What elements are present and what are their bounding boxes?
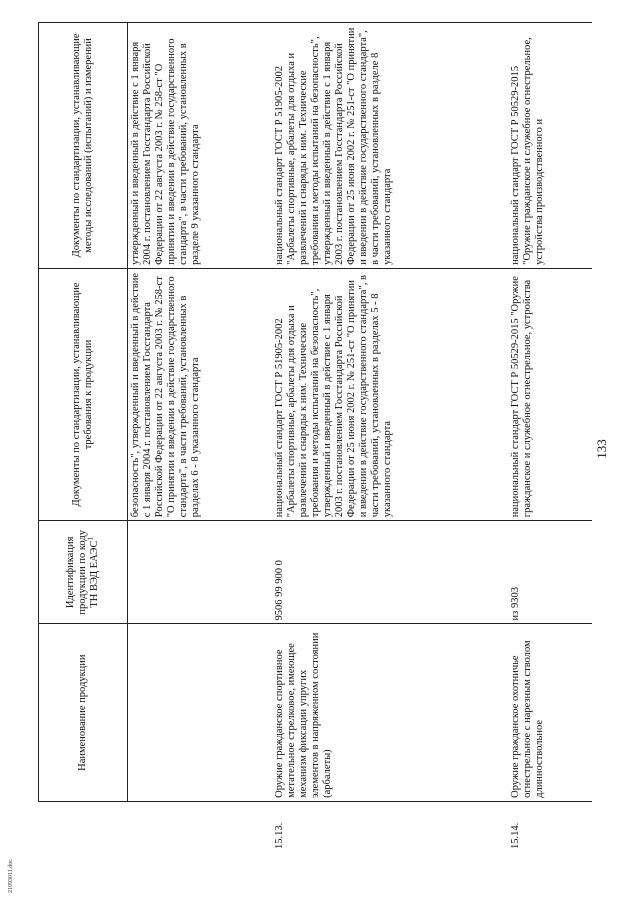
requirements-docs: безопасность", утвержденный и введенный в действие с 1 января 2004 г. постановлением Госстандарта Российской Федерации от 22 августа 2003 г. № 258-ст "О принятии и введении в действие государственного стандарта", в части требований, установленных в разделах 6 - 8 указанного стандарта bbox=[128, 268, 273, 520]
row-number: 15.13. bbox=[274, 822, 285, 849]
product-name: Оружие гражданское охотничье огнестрельное с нарезным стволом длинноствольное bbox=[508, 624, 592, 801]
header-requirements-docs: Документы по стандартизации, устанавливающие требования к продукции bbox=[39, 268, 128, 520]
tnved-code: 9506 99 900 0 bbox=[272, 521, 508, 624]
row-number bbox=[128, 801, 273, 852]
header-number bbox=[39, 801, 128, 852]
header-methods-docs: Документы по стандартизации, устанавливающие методы исследований (испытаний) и измерений bbox=[39, 23, 128, 269]
header-tnved-code: Идентификация продукции по коду ТН ВЭД ЕАЭС$^1$ bbox=[39, 521, 128, 624]
requirements-docs: национальный стандарт ГОСТ Р 51905-2002 "Арбалеты спортивные, арбалеты для отдыха и развлечений и снаряды к ним. Технические требования и методы испытаний на безопасность", утвержденный и введенный в действие с 1 января 2003 г. постановлением Госстандарта Российской Федерации от 25 июня 2002 г. № 251-ст "О принятии и введении в действие государственного стандарта", в части требований, установленных в разделах 5 - 8 указанного стандарта bbox=[272, 268, 508, 520]
methods-docs: национальный стандарт ГОСТ Р 51905-2002 "Арбалеты спортивные, арбалеты для отдыха и развлечений и снаряды к ним. Технические требования и методы испытаний на безопасность", утвержденный и введенный в действие с 1 января 2003 г. постановлением Госстандарта Российской Федерации от 25 июня 2002 г. № 251-ст "О принятии и введении в действие государственного стандарта", в части требований, установленных в разделе 8 указанного стандарта bbox=[272, 23, 508, 269]
table-header-row bbox=[39, 23, 128, 853]
methods-docs: национальный стандарт ГОСТ Р 50529-2015 "Оружие гражданское и служебное огнестрельное, устройства производственного и bbox=[508, 23, 592, 269]
product-name bbox=[128, 624, 273, 801]
requirements-docs: национальный стандарт ГОСТ Р 50529-2015 "Оружие гражданское и служебное огнестрельное, устройства bbox=[508, 268, 592, 520]
product-name: Оружие гражданское спортивное метательное стрелковое, имеющее механизм фиксации упругих элементов в напряженном состоянии (арбалеты) bbox=[272, 624, 508, 801]
methods-docs: утвержденный и введенный в действие с 1 января 2004 г. постановлением Госстандарта Российской Федерации от 22 августа 2003 г. № 258-ст "О принятии и введении в действие государственного стандарта", в части требований, установленных в разделе 9 указанного стандарта bbox=[128, 23, 273, 269]
table-row bbox=[128, 23, 273, 853]
document-id: 21093011.doc bbox=[8, 859, 14, 893]
header-product-name: Наименование продукции bbox=[39, 624, 128, 801]
page-number: 133 bbox=[594, 439, 609, 459]
tnved-code: из 9303 bbox=[508, 521, 592, 624]
table-row bbox=[272, 23, 508, 853]
footnote-marker: 1 bbox=[86, 537, 95, 541]
tnved-code bbox=[128, 521, 273, 624]
standards-table bbox=[38, 22, 592, 852]
table-row bbox=[508, 23, 592, 853]
row-number: 15.14. bbox=[510, 822, 521, 849]
